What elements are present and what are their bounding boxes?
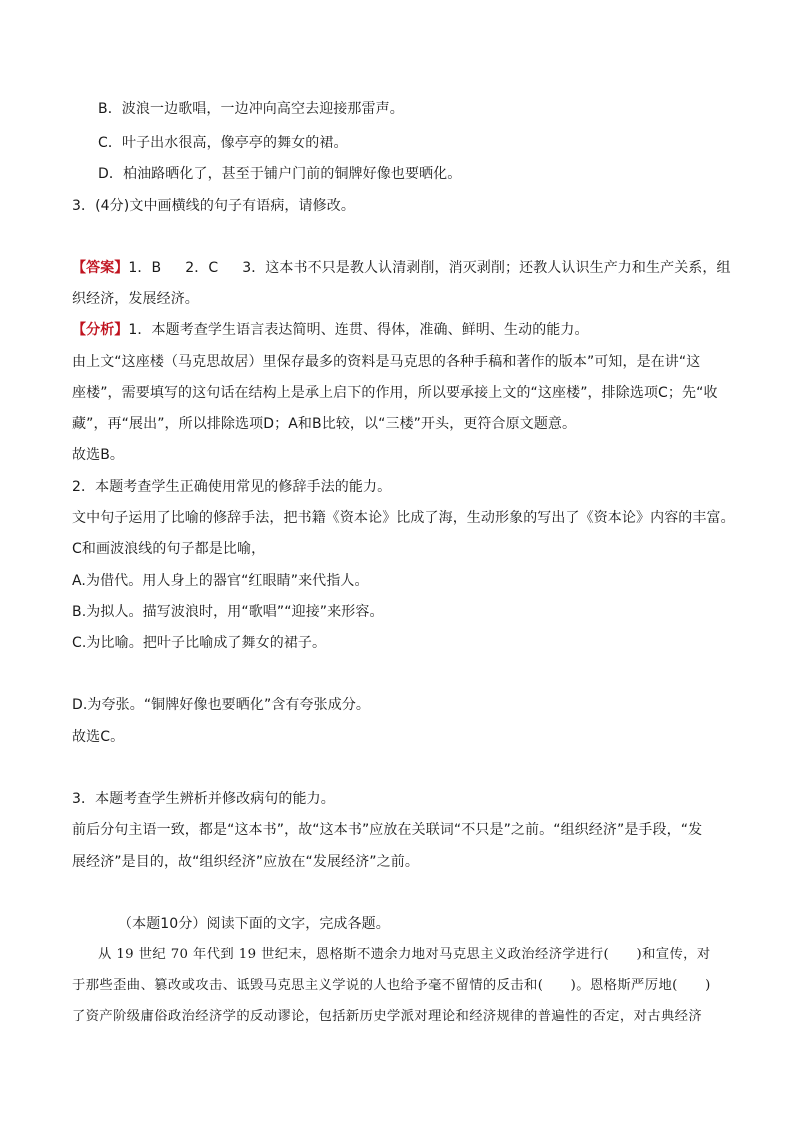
answer-line bbox=[72, 258, 731, 278]
analysis-line-2: 由上文“这座楼（马克思故居）里保存最多的资料是马克思的各种手稿和著作的版本”可知，是在讲“这 bbox=[72, 354, 701, 370]
analysis-line-7: 文中句子运用了比喻的修辞手法，把书籍《资本论》比成了海，生动形象的写出了《资本论》内容的丰富。 bbox=[72, 510, 735, 526]
analysis-line-8: C和画波浪线的句子都是比喻， bbox=[72, 541, 266, 557]
option-b: B．波浪一边歌唱，一边冲向高空去迎接那雷声。 bbox=[98, 101, 404, 117]
analysis-line-12: D.为夸张。“铜牌好像也要晒化”含有夸张成分。 bbox=[72, 697, 371, 713]
section-heading: （本题10分）阅读下面的文字，完成各题。 bbox=[118, 916, 390, 932]
analysis-line-1 bbox=[72, 320, 589, 340]
analysis-tag: 【分析】 bbox=[72, 322, 129, 338]
passage-line-1: 从 19 世纪 70 年代到 19 世纪末，恩格斯不遗余力地对马克思主义政治经济学进行( )和宣传，对 bbox=[98, 947, 711, 962]
answer-1: 1．B bbox=[128, 260, 162, 276]
analysis-line-3: 座楼”，需要填写的这句话在结构上是承上启下的作用，所以要承接上文的“这座楼”，排除选项C；先“收 bbox=[72, 385, 718, 401]
analysis-point-1: 1．本题考查学生语言表达简明、连贯、得体，准确、鲜明、生动的能力。 bbox=[128, 322, 589, 338]
analysis-line-11: C.为比喻。把叶子比喻成了舞女的裙子。 bbox=[72, 635, 327, 651]
analysis-line-16: 展经济”是目的，故“组织经济”应放在“发展经济”之前。 bbox=[72, 854, 419, 870]
analysis-line-15: 前后分句主语一致，都是“这本书”，故“这本书”应放在关联词“不只是”之前。“组织经济”是手段，“发 bbox=[72, 822, 703, 838]
analysis-line-14: 3．本题考查学生辨析并修改病句的能力。 bbox=[72, 791, 335, 807]
passage-line-3: 了资产阶级庸俗政治经济学的反动谬论，包括新历史学派对理论和经济规律的普遍性的否定，对古典经济 bbox=[72, 1009, 703, 1024]
analysis-line-9: A.为借代。用人身上的器官“红眼睛”来代指人。 bbox=[72, 573, 369, 589]
option-c: C．叶子出水很高，像亭亭的舞女的裙。 bbox=[98, 135, 348, 151]
analysis-line-6: 2．本题考查学生正确使用常见的修辞手法的能力。 bbox=[72, 479, 392, 495]
analysis-line-10: B.为拟人。描写波浪时，用“歌唱”“迎接”来形容。 bbox=[72, 604, 384, 620]
answer-3: 3．这本书不只是教人认清剥削，消灭剥削；还教人认识生产力和生产关系，组 bbox=[242, 260, 731, 276]
analysis-line-5: 故选B。 bbox=[72, 447, 125, 463]
question-3: 3．(4分)文中画横线的句子有语病，请修改。 bbox=[72, 198, 355, 214]
answer-tag: 【答案】 bbox=[72, 260, 129, 276]
answer-2: 2．C bbox=[185, 260, 219, 276]
analysis-line-13: 故选C。 bbox=[72, 729, 125, 745]
answer-3-continued: 织经济，发展经济。 bbox=[72, 291, 199, 307]
passage-line-2: 于那些歪曲、篡改或攻击、诋毁马克思主义学说的人也给予毫不留情的反击和( )。恩格斯严厉地( ) bbox=[72, 978, 711, 993]
option-d: D．柏油路晒化了，甚至于铺户门前的铜牌好像也要晒化。 bbox=[98, 166, 462, 182]
analysis-line-4: 藏”，再“展出”，所以排除选项D；A和B比较，以“三楼”开头，更符合原文题意。 bbox=[72, 416, 577, 432]
